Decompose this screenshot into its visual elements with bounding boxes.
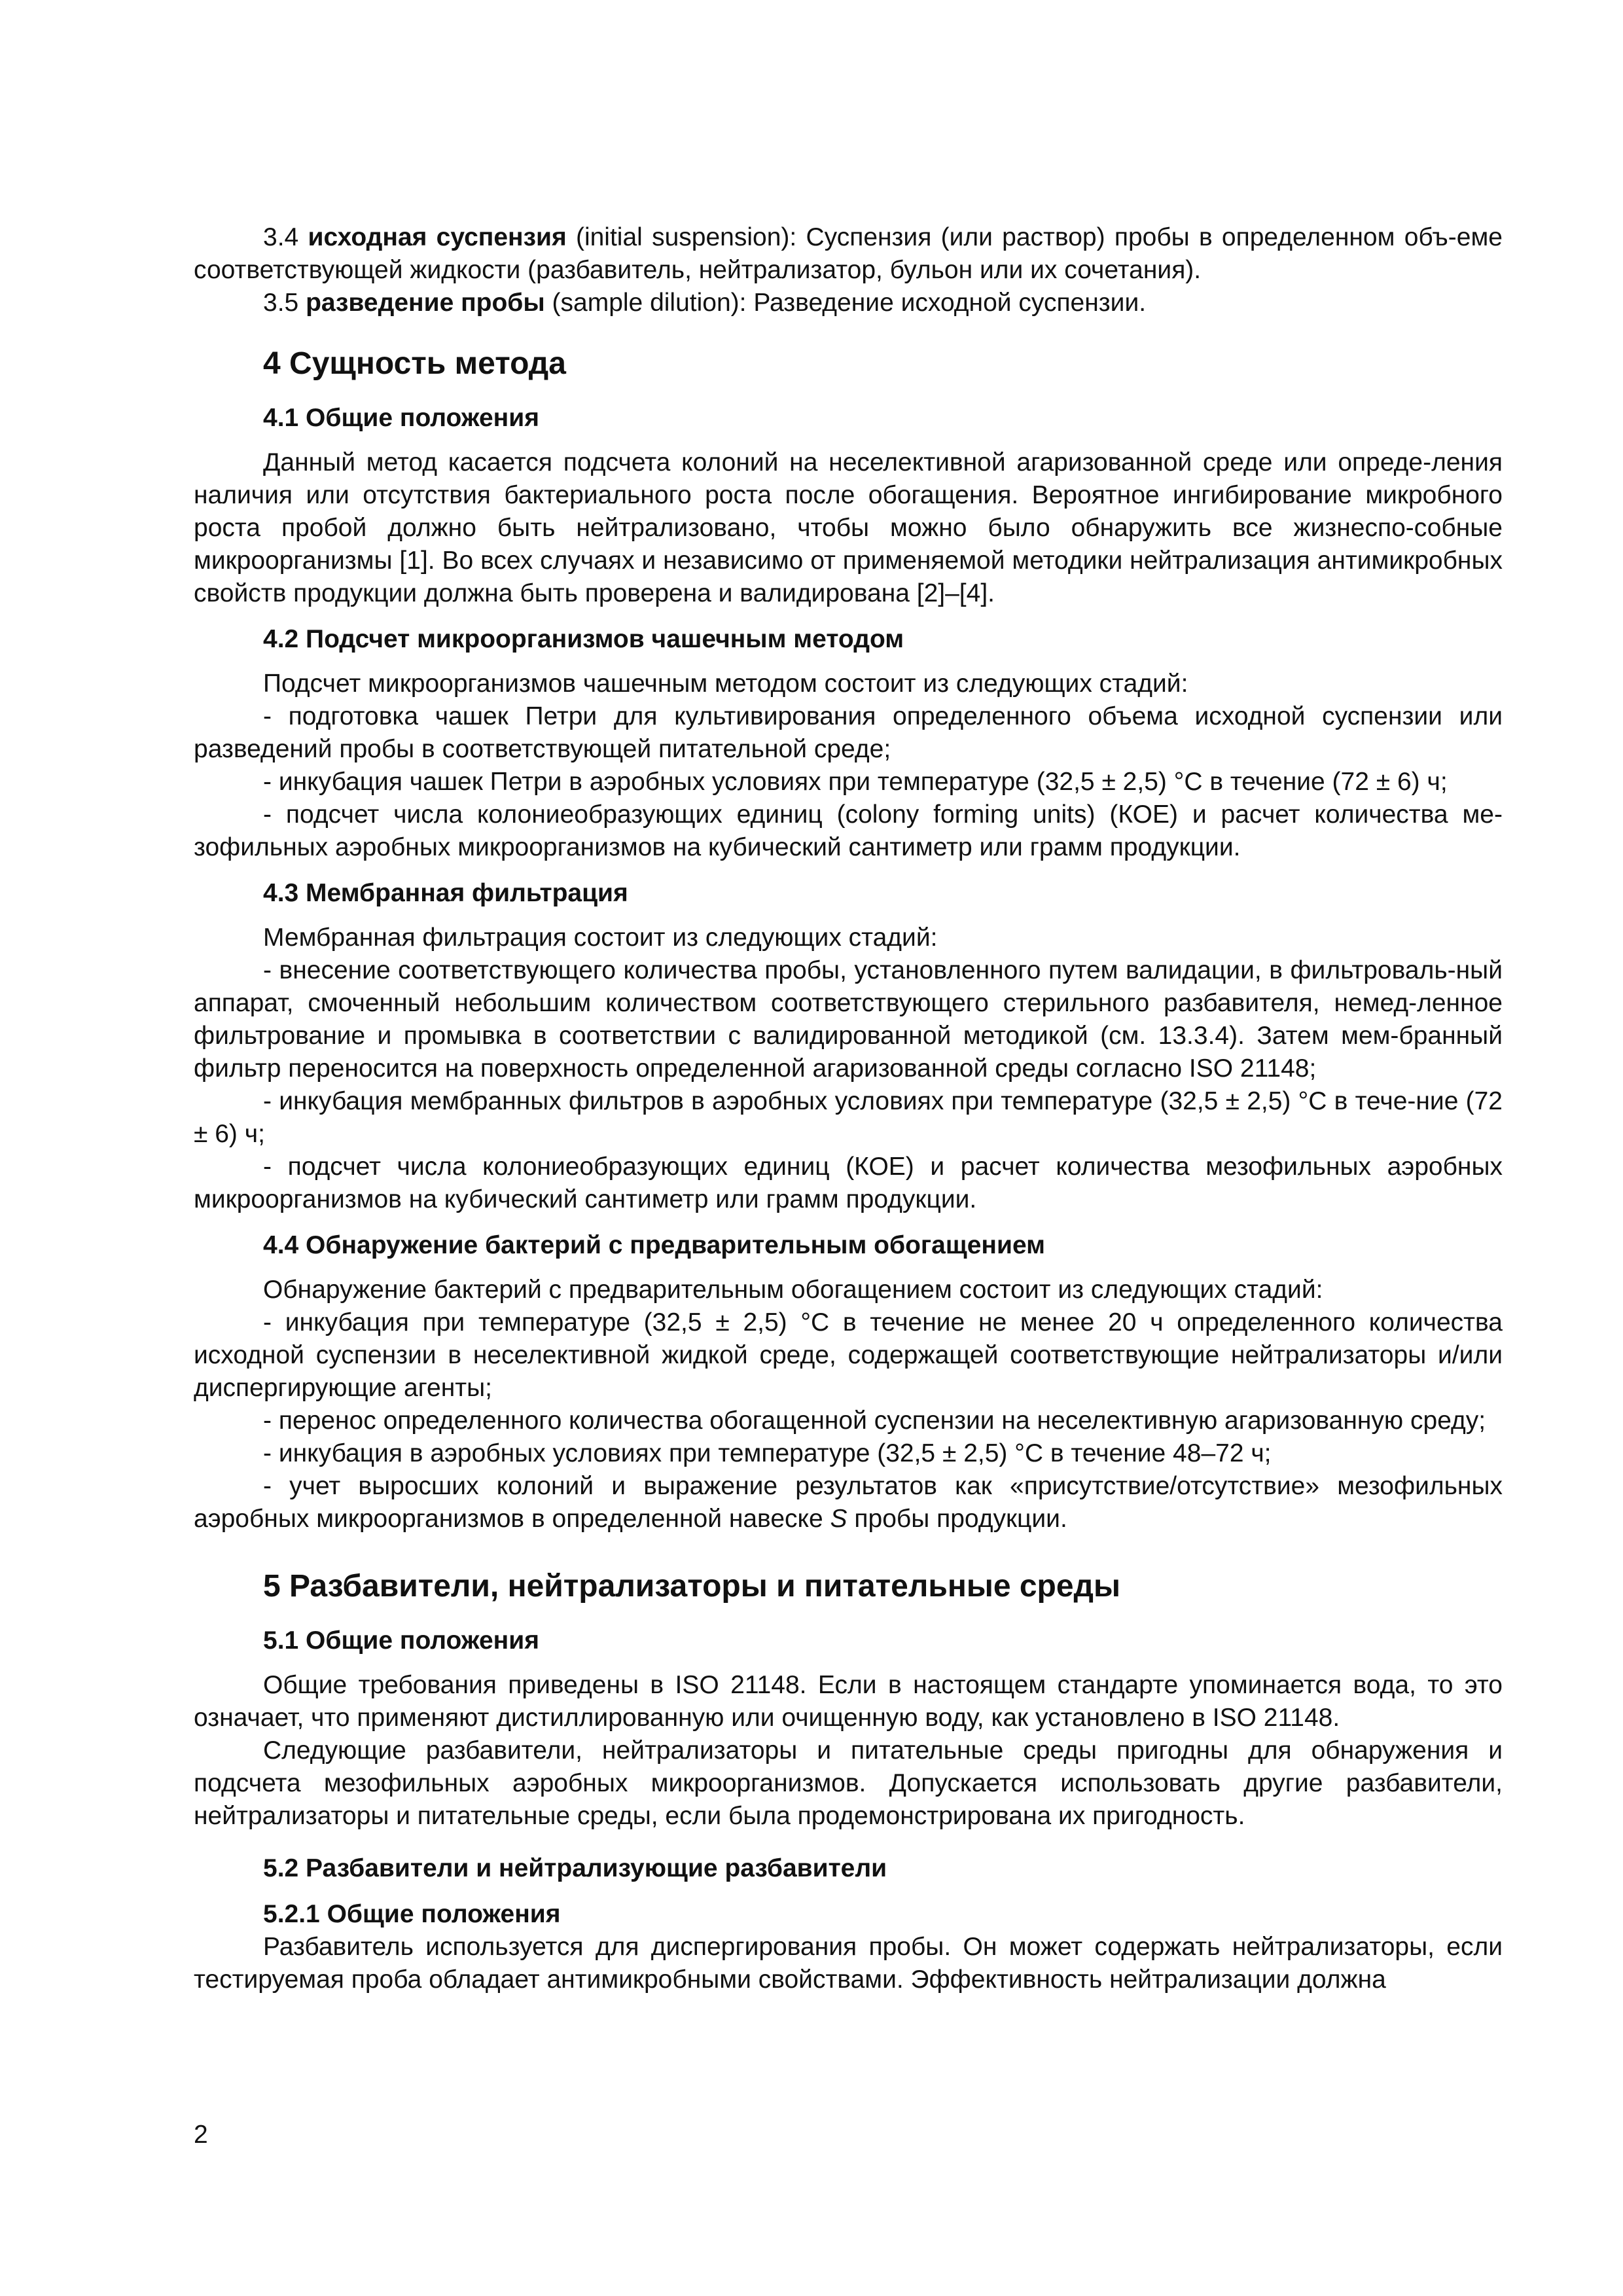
def-english: (initial suspension): bbox=[575, 223, 797, 251]
list-item: - инкубация чашек Петри в аэробных условиях при температуре (32,5 ± 2,5) °С в течение (72 ± 6) ч; bbox=[263, 768, 1448, 796]
section-4-heading: 4 Сущность метода bbox=[263, 346, 566, 381]
definition-3-5 bbox=[194, 287, 1503, 319]
def-text: Разведение исходной суспензии. bbox=[746, 289, 1147, 317]
document-page bbox=[194, 221, 1503, 1996]
list-item: - перенос определенного количества обогащенной суспензии на неселективную агаризованную среду; bbox=[263, 1407, 1486, 1435]
list-item: - подготовка чашек Петри для культивирования определенного объема исходной суспензии или разведений пробы в соответствующей питательной среде; bbox=[194, 702, 1503, 763]
section-5-1-heading: 5.1 Общие положения bbox=[263, 1626, 539, 1655]
def-number: 3.5 bbox=[263, 289, 299, 317]
page-number: 2 bbox=[194, 2121, 208, 2149]
list-item: - инкубация в аэробных условиях при температуре (32,5 ± 2,5) °С в течение 48–72 ч; bbox=[263, 1439, 1272, 1467]
section-4-2-intro: Подсчет микроорганизмов чашечным методом состоит из следующих стадий: bbox=[263, 670, 1188, 698]
section-4-1-heading: 4.1 Общие положения bbox=[263, 404, 539, 432]
list-item: - подсчет числа колониеобразующих единиц (colony forming units) (КОЕ) и расчет количества ме-зофильных аэробных микроорганизмов на кубический сантиметр или грамм продукции. bbox=[194, 800, 1503, 861]
section-5-2-heading: 5.2 Разбавители и нейтрализующие разбавители bbox=[263, 1854, 887, 1882]
list-item-text: пробы продукции. bbox=[847, 1505, 1067, 1533]
list-item: - инкубация мембранных фильтров в аэробных условиях при температуре (32,5 ± 2,5) °С в тече-ние (72 ± 6) ч; bbox=[194, 1087, 1503, 1148]
def-text: Суспензия (или раствор) пробы в определенном объ-еме соответствующей жидкости (разбавитель, нейтрализатор, бульон или их сочетания). bbox=[194, 223, 1503, 284]
def-term: разведение пробы bbox=[306, 289, 545, 317]
list-item-text: - учет выросших колоний и выражение результатов как «присутствие/отсутствие» мезофильных аэробных микроорганизмов в определенной навеске bbox=[194, 1472, 1503, 1533]
section-5-heading: 5 Разбавители, нейтрализаторы и питательные среды bbox=[263, 1569, 1121, 1604]
section-4-4-intro: Обнаружение бактерий с предварительным обогащением состоит из следующих стадий: bbox=[263, 1276, 1323, 1304]
def-number: 3.4 bbox=[263, 223, 299, 251]
list-item bbox=[194, 1470, 1503, 1535]
list-item: - инкубация при температуре (32,5 ± 2,5) °С в течение не менее 20 ч определенного количества исходной суспензии в неселективной жидкой среде, содержащей соответствующие нейтрализаторы и/или диспергирующие агенты; bbox=[194, 1308, 1503, 1402]
section-5-2-1-heading: 5.2.1 Общие положения bbox=[263, 1900, 561, 1928]
variable-s: S bbox=[830, 1505, 847, 1533]
definition-3-4 bbox=[194, 221, 1503, 287]
section-4-4-heading: 4.4 Обнаружение бактерий с предварительным обогащением bbox=[263, 1231, 1045, 1259]
def-english: (sample dilution): bbox=[552, 289, 747, 317]
section-5-1-paragraph-2: Следующие разбавители, нейтрализаторы и питательные среды пригодны для обнаружения и подсчета мезофильных аэробных микроорганизмов. Допускается использовать другие разбавители, нейтрализаторы и питательные среды, если была продемонстрирована их пригодность. bbox=[194, 1736, 1503, 1830]
def-term: исходная суспензия bbox=[308, 223, 567, 251]
section-4-2-heading: 4.2 Подсчет микроорганизмов чашечным методом bbox=[263, 625, 904, 653]
section-4-3-heading: 4.3 Мембранная фильтрация bbox=[263, 879, 628, 907]
list-item: - подсчет числа колониеобразующих единиц (КОЕ) и расчет количества мезофильных аэробных микроорганизмов на кубический сантиметр или грамм продукции. bbox=[194, 1153, 1503, 1213]
section-4-3-intro: Мембранная фильтрация состоит из следующих стадий: bbox=[263, 924, 938, 952]
list-item: - внесение соответствующего количества пробы, установленного путем валидации, в фильтроваль-ный аппарат, смоченный небольшим количеством соответствующего стерильного разбавителя, немед-ленное фильтрование и промывка в соответствии с валидированной методикой (см. 13.3.4). Затем мем-бранный фильтр переносится на поверхность определенной агаризованной среды согласно ISO 21148; bbox=[194, 956, 1503, 1083]
section-4-1-paragraph: Данный метод касается подсчета колоний на неселективной агаризованной среде или опреде-ления наличия или отсутствия бактериального роста после обогащения. Вероятное ингибирование микробного роста пробой должно быть нейтрализовано, чтобы можно было обнаружить все жизнеспо-собные микроорганизмы [1]. Во всех случаях и независимо от применяемой методики нейтрализация антимикробных свойств продукции должна быть проверена и валидирована [2]–[4]. bbox=[194, 448, 1503, 607]
section-5-1-paragraph-1: Общие требования приведены в ISO 21148. Если в настоящем стандарте упоминается вода, то это означает, что применяют дистиллированную или очищенную воду, как установлено в ISO 21148. bbox=[194, 1671, 1503, 1732]
section-5-2-1-paragraph: Разбавитель используется для диспергирования пробы. Он может содержать нейтрализаторы, если тестируемая проба обладает антимикробными свойствами. Эффективность нейтрализации должна bbox=[194, 1933, 1503, 1994]
